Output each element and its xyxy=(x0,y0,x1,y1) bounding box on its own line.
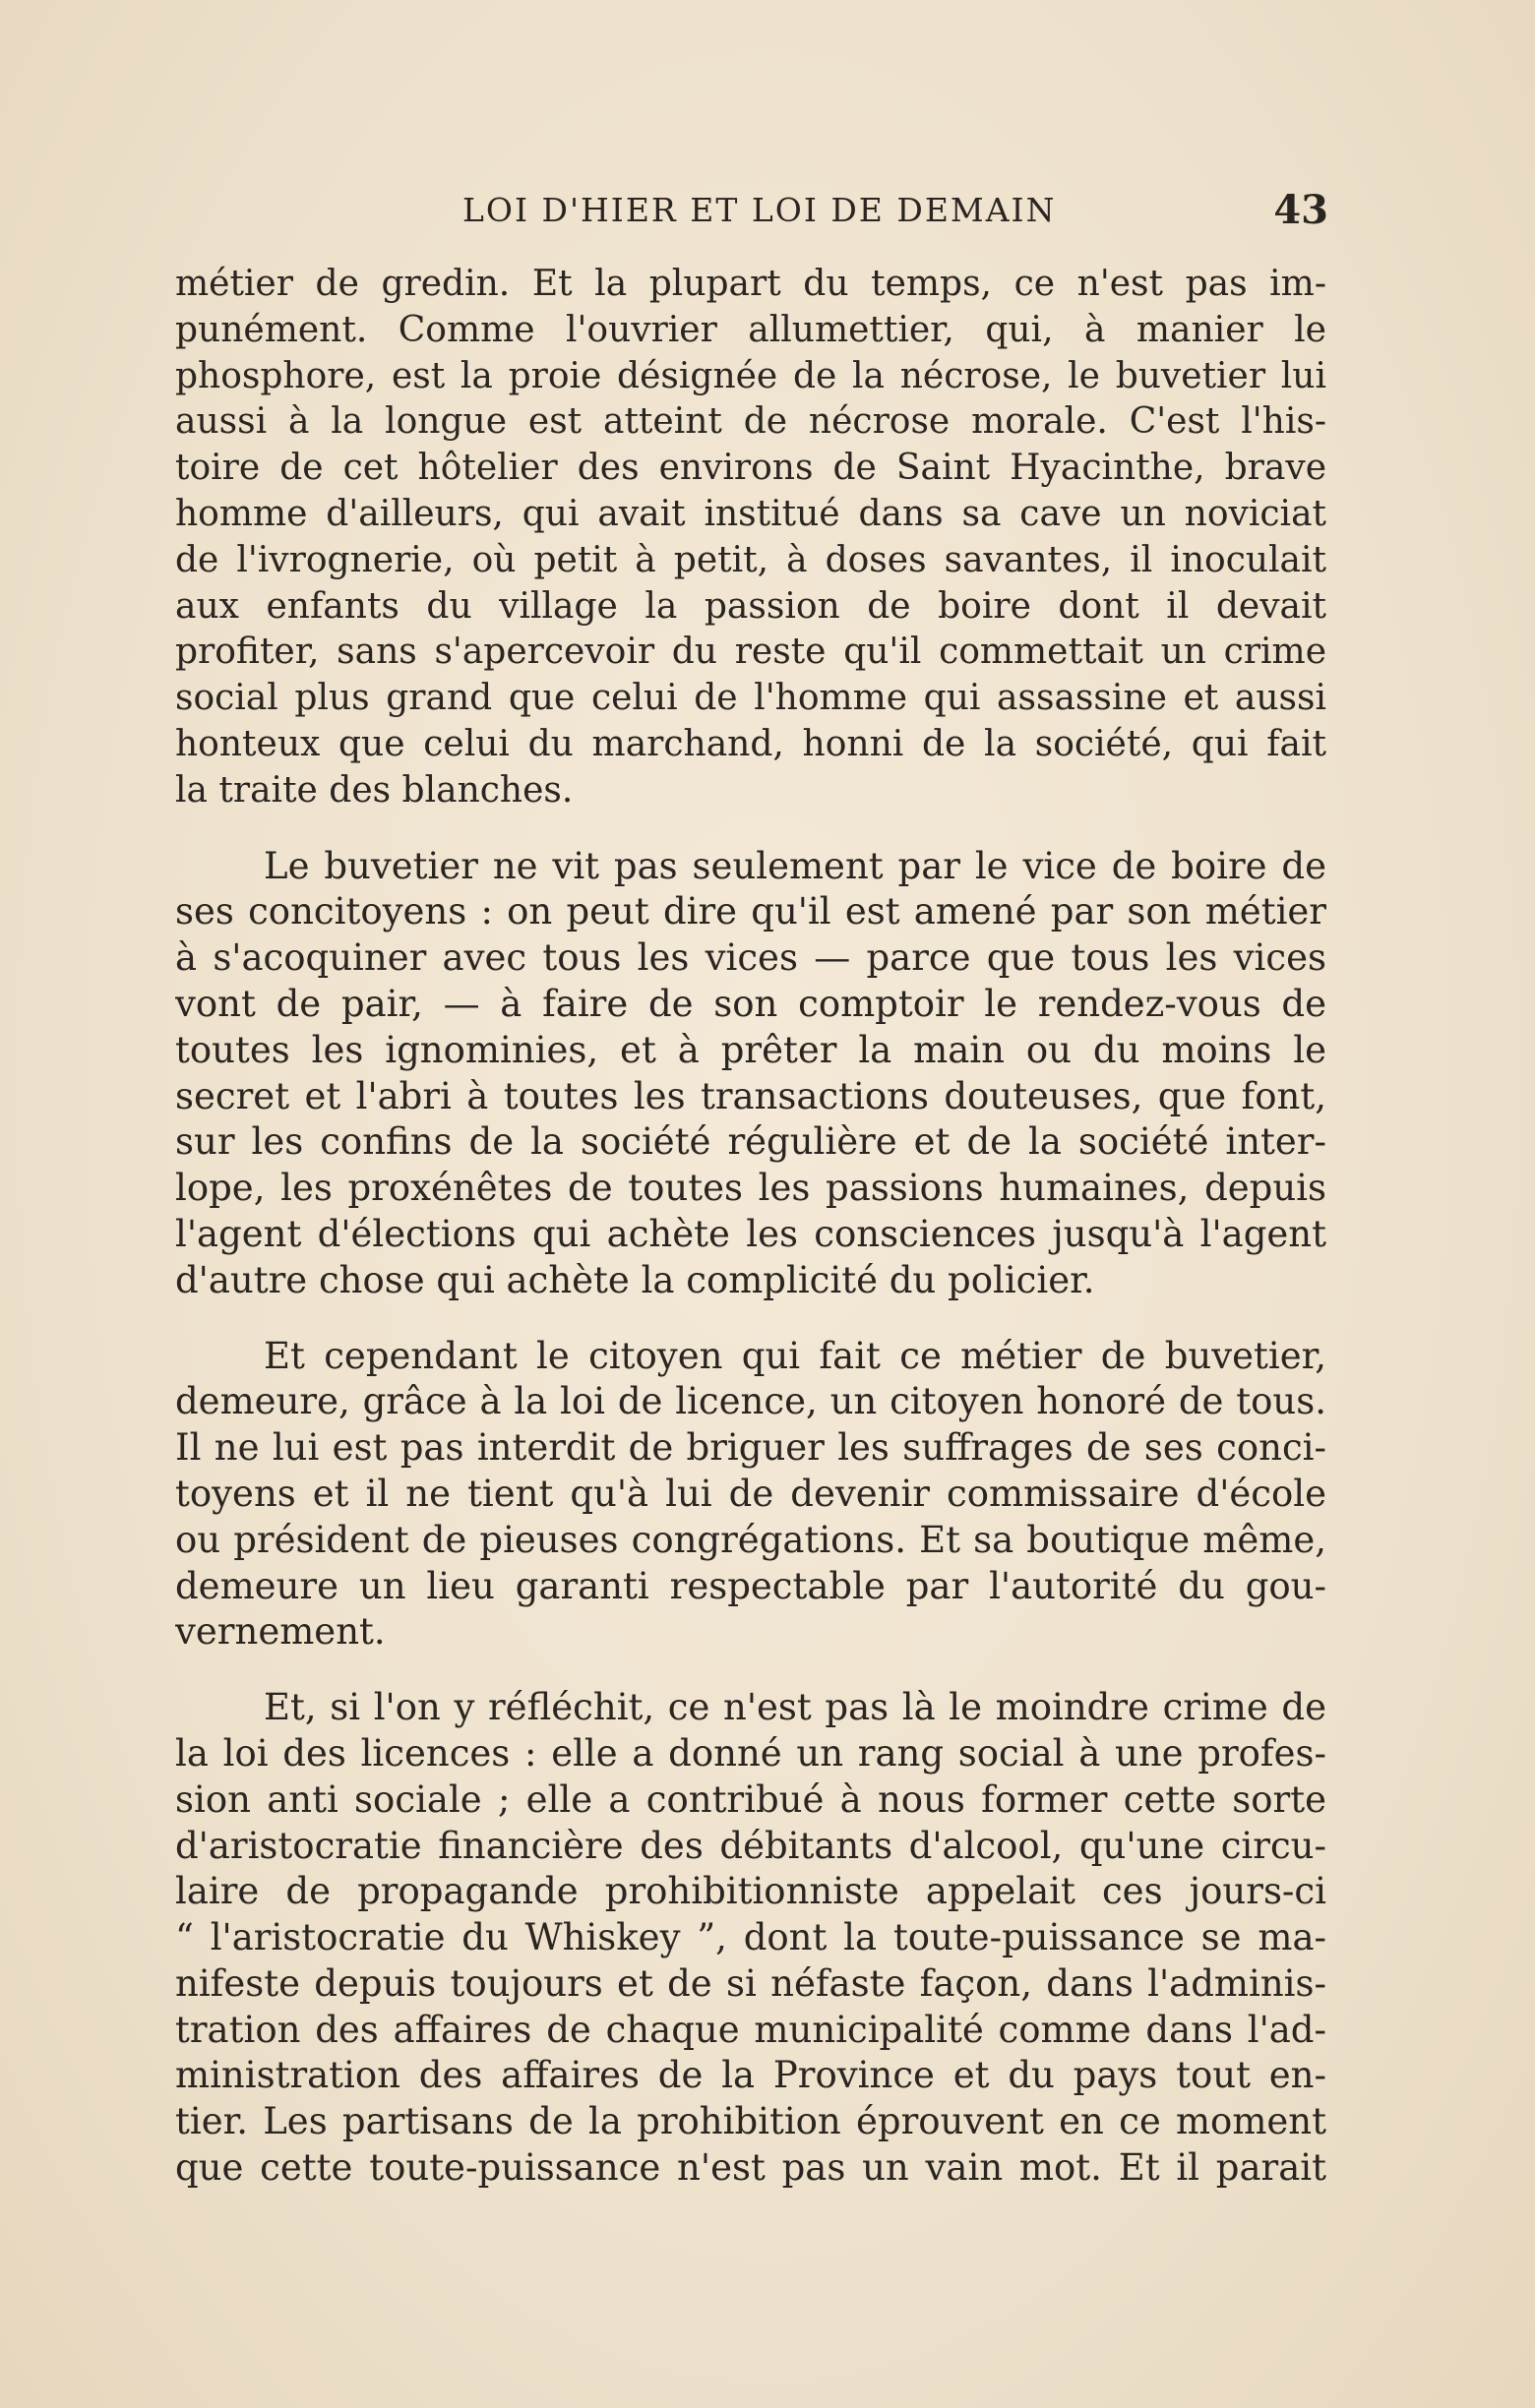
running-title: LOI D'HIER ET LOI DE DEMAIN xyxy=(462,191,1057,229)
text-line: à s'acoquiner avec tous les vices — parce que tous les vices xyxy=(175,936,1326,980)
text-line: que cette toute-puissance n'est pas un vain mot. Et il parait xyxy=(175,2146,1326,2190)
text-line: sion anti sociale ; elle a contribué à nous former cette sorte xyxy=(175,1777,1326,1821)
paragraph-2 xyxy=(175,844,1326,1304)
text-line: phosphore, est la proie désignée de la nécrose, le buvetier lui xyxy=(175,355,1326,396)
text-line: ou président de pieuses congrégations. Et sa boutique même, xyxy=(175,1518,1326,1561)
text-line: vernement. xyxy=(175,1610,386,1654)
text-line: toyens et il ne tient qu'à lui de devenir commissaire d'école xyxy=(175,1472,1326,1515)
text-line: toire de cet hôtelier des environs de Saint Hyacinthe, brave xyxy=(175,448,1326,489)
running-head xyxy=(167,187,1328,236)
text-line: métier de gredin. Et la plupart du temps, ce n'est pas im- xyxy=(175,264,1326,304)
text-line: tration des affaires de chaque municipalité comme dans l'ad- xyxy=(175,2008,1326,2051)
text-line: tier. Les partisans de la prohibition éprouvent en ce moment xyxy=(175,2100,1326,2143)
paragraph-1 xyxy=(175,262,1326,814)
text-line: demeure, grâce à la loi de licence, un citoyen honoré de tous. xyxy=(175,1380,1326,1423)
text-line: toutes les ignominies, et à prêter la main ou du moins le xyxy=(175,1028,1326,1071)
text-line: l'agent d'élections qui achète les consciences jusqu'à l'agent xyxy=(175,1212,1326,1255)
text-line: nifeste depuis toujours et de si néfaste façon, dans l'adminis- xyxy=(175,1961,1326,2005)
text-line: aux enfants du village la passion de boire dont il devait xyxy=(175,585,1326,627)
paragraph-4 xyxy=(175,1685,1326,2192)
page-number: 43 xyxy=(1273,187,1328,233)
text-line: lope, les proxénêtes de toutes les passions humaines, depuis xyxy=(175,1167,1326,1210)
body-text xyxy=(175,262,1326,2221)
text-line: homme d'ailleurs, qui avait institué dans sa cave un noviciat xyxy=(175,493,1326,534)
text-line: secret et l'abri à toutes les transactions douteuses, que font, xyxy=(175,1074,1326,1117)
text-line: la loi des licences : elle a donné un rang social à une profes- xyxy=(175,1731,1326,1775)
text-line: ses concitoyens : on peut dire qu'il est amené par son métier xyxy=(175,890,1326,933)
text-line: ministration des affaires de la Province et du pays tout en- xyxy=(175,2054,1326,2097)
text-line: “ l'aristocratie du Whiskey ”, dont la toute-puissance se ma- xyxy=(175,1916,1326,1959)
text-line: social plus grand que celui de l'homme qui assassine et aussi xyxy=(175,678,1326,719)
text-line: la traite des blanches. xyxy=(175,769,574,811)
text-line: d'aristocratie financière des débitants d'alcool, qu'une circu- xyxy=(175,1824,1326,1867)
text-line: aussi à la longue est atteint de nécrose morale. C'est l'his- xyxy=(175,401,1326,443)
text-line: Il ne lui est pas interdit de briguer les suffrages de ses conci- xyxy=(175,1426,1326,1470)
text-line: Et cependant le citoyen qui fait ce métier de buvetier, xyxy=(264,1334,1326,1377)
text-line: Le buvetier ne vit pas seulement par le vice de boire de xyxy=(264,844,1326,887)
text-line: vont de pair, — à faire de son comptoir le rendez-vous de xyxy=(175,982,1326,1025)
text-line: punément. Comme l'ouvrier allumettier, qui, à manier le xyxy=(175,309,1326,350)
text-line: laire de propagande prohibitionniste appelait ces jours-ci xyxy=(175,1870,1326,1913)
text-line: sur les confins de la société régulière et de la société inter- xyxy=(175,1120,1326,1164)
text-line: d'autre chose qui achète la complicité du policier. xyxy=(175,1258,1095,1301)
text-line: demeure un lieu garanti respectable par l'autorité du gou- xyxy=(175,1564,1326,1607)
text-line: honteux que celui du marchand, honni de la société, qui fait xyxy=(175,723,1326,764)
text-line: profiter, sans s'apercevoir du reste qu'il commettait un crime xyxy=(175,632,1326,673)
text-line: Et, si l'on y réfléchit, ce n'est pas là le moindre crime de xyxy=(264,1686,1326,1729)
paragraph-3 xyxy=(175,1334,1326,1656)
text-line: de l'ivrognerie, où petit à petit, à doses savantes, il inoculait xyxy=(175,539,1326,580)
